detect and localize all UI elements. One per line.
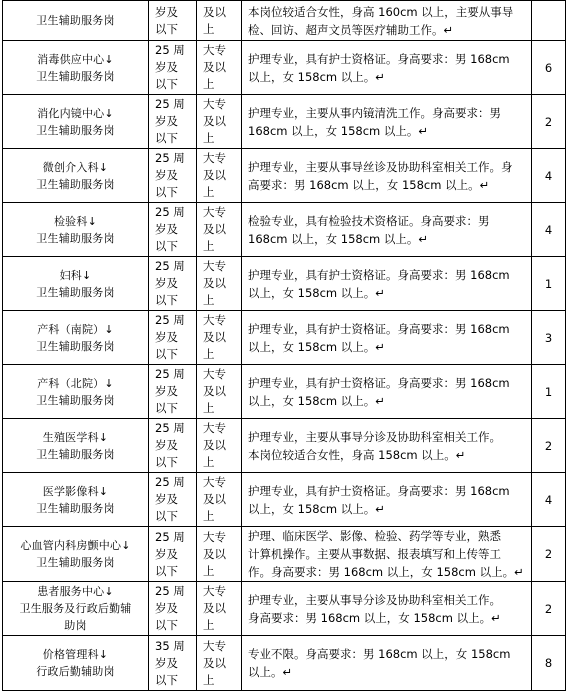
table-row [3, 203, 566, 257]
headcount-value: 4 [544, 222, 553, 237]
headcount-value: 6 [544, 60, 553, 75]
headcount-cell [532, 527, 566, 582]
age-cell [149, 365, 197, 419]
req-line: 作。身高要求：男 168cm 以上，女 158cm 以上。↵ [248, 565, 524, 579]
age-line: 25 周 [155, 367, 185, 381]
edu-line: 上 [203, 563, 215, 578]
req-line: 护理专业，具有护士资格证。身高要求：男 168cm [248, 483, 510, 498]
age-cell [149, 203, 197, 257]
age-line: 岁及 [155, 222, 178, 236]
headcount-cell [532, 95, 566, 149]
dept-line: 消化内镜中心↓ [37, 106, 114, 120]
age-line: 35 周 [155, 638, 185, 653]
table-row [3, 95, 566, 149]
headcount-cell [532, 1, 566, 41]
age-line: 25 周 [155, 259, 185, 273]
table-row [3, 636, 566, 691]
education-cell [197, 527, 242, 582]
dept-line: 卫生辅助服务岗 [36, 556, 115, 569]
req-line: 168cm 以上，女 158cm 以上。↵ [248, 123, 429, 138]
table-row [3, 365, 566, 419]
dept-line: 患者服务中心↓ [37, 585, 114, 598]
edu-line: 大专 [203, 638, 226, 653]
dept-cell [3, 41, 149, 95]
age-line: 25 周 [155, 151, 185, 165]
headcount-cell [532, 419, 566, 473]
table-row [3, 41, 566, 95]
headcount-value: 3 [544, 330, 553, 345]
dept-line: 卫生辅助服务岗 [36, 123, 115, 137]
age-line: 以下 [155, 401, 178, 415]
edu-line: 上 [203, 347, 215, 361]
age-line: 以下 [155, 131, 178, 145]
headcount-cell [532, 203, 566, 257]
dept-cell [3, 95, 149, 149]
age-line: 25 周 [155, 584, 185, 598]
table-row [3, 257, 566, 311]
table-row [3, 527, 566, 582]
age-line: 以下 [155, 21, 178, 36]
edu-line: 及以 [203, 655, 226, 670]
dept-cell [3, 149, 149, 203]
req-line: 以上，女 158cm 以上。↵ [248, 501, 385, 516]
req-line: 护理专业，主要从事导分诊及协助科室相关工作。 [248, 592, 501, 607]
education-cell [197, 95, 242, 149]
education-cell [197, 203, 242, 257]
education-cell [197, 1, 242, 41]
dept-line: 消毒供应中心↓ [37, 52, 114, 66]
headcount-cell [532, 311, 566, 365]
headcount-cell [532, 149, 566, 203]
age-cell [149, 582, 197, 636]
edu-line: 上 [203, 293, 215, 307]
requirement-cell [242, 527, 532, 582]
edu-line: 及以 [203, 222, 226, 236]
education-cell [197, 473, 242, 527]
dept-line: 微创介入科↓ [42, 160, 109, 174]
dept-line: 卫生辅助服务岗 [36, 339, 115, 353]
edu-line: 及以 [203, 546, 226, 561]
edu-line: 大专 [203, 475, 226, 489]
req-line: 护理专业，具有护士资格证。身高要求：男 168cm [248, 267, 510, 282]
age-line: 25 周 [155, 205, 185, 219]
edu-line: 及以 [203, 438, 226, 452]
age-line: 25 周 [155, 529, 185, 544]
age-cell [149, 41, 197, 95]
age-line: 岁及 [155, 438, 178, 452]
requirement-cell [242, 41, 532, 95]
age-cell [149, 419, 197, 473]
headcount-cell [532, 636, 566, 691]
age-line: 以下 [155, 672, 178, 687]
edu-line: 大专 [203, 151, 226, 165]
edu-line: 大专 [203, 584, 226, 598]
table-row [3, 149, 566, 203]
req-line: 本岗位较适合女性，身高 160cm 以上，主要从事导 [248, 4, 514, 19]
age-line: 岁及 [155, 168, 178, 182]
req-line: 以上，女 158cm 以上。↵ [248, 393, 385, 408]
edu-line: 上 [203, 672, 215, 687]
req-line: 以上。↵ [248, 665, 293, 679]
req-line: 以上，女 158cm 以上。↵ [248, 285, 385, 300]
dept-cell [3, 257, 149, 311]
age-line: 以下 [155, 563, 178, 578]
headcount-cell [532, 257, 566, 311]
requirement-cell [242, 311, 532, 365]
edu-line: 大专 [203, 97, 226, 111]
table-row [3, 419, 566, 473]
dept-line: 妇科↓ [59, 268, 92, 282]
age-cell [149, 257, 197, 311]
edu-line: 上 [203, 401, 215, 415]
dept-line: 生殖医学科↓ [42, 430, 109, 444]
requirement-cell [242, 95, 532, 149]
headcount-value: 2 [544, 547, 553, 561]
headcount-cell [532, 473, 566, 527]
headcount-value: 8 [544, 656, 553, 670]
edu-line: 及以 [203, 60, 226, 74]
age-line: 25 周 [155, 97, 185, 111]
table-body [3, 1, 566, 691]
req-line: 168cm 以上，女 158cm 以上。↵ [248, 231, 429, 246]
edu-line: 大专 [203, 205, 226, 219]
dept-line: 卫生辅助服务岗 [36, 231, 115, 245]
edu-line: 上 [203, 239, 215, 253]
dept-line: 助岗 [64, 619, 87, 632]
education-cell [197, 311, 242, 365]
education-cell [197, 636, 242, 691]
education-cell [197, 149, 242, 203]
dept-cell [3, 473, 149, 527]
age-line: 以下 [155, 239, 178, 253]
dept-cell [3, 203, 149, 257]
education-cell [197, 365, 242, 419]
requirement-cell [242, 1, 532, 41]
dept-line: 卫生辅助服务岗 [36, 177, 115, 191]
dept-cell [3, 636, 149, 691]
requirement-cell [242, 419, 532, 473]
edu-line: 及以 [203, 601, 226, 615]
headcount-cell [532, 41, 566, 95]
edu-line: 大专 [203, 43, 226, 57]
headcount-value: 2 [544, 601, 553, 616]
edu-line: 及以 [203, 114, 226, 128]
age-line: 以下 [155, 509, 178, 523]
education-cell [197, 41, 242, 95]
req-line: 护理专业，具有护士资格证。身高要求：男 168cm [248, 321, 510, 336]
dept-line: 行政后勤辅助岗 [36, 665, 115, 678]
age-line: 25 周 [155, 43, 185, 57]
table-row [3, 582, 566, 636]
req-line: 护理专业，具有护士资格证。身高要求：男 168cm [248, 51, 510, 66]
age-cell [149, 636, 197, 691]
dept-cell [3, 419, 149, 473]
req-line: 以上，女 158cm 以上。↵ [248, 69, 385, 84]
req-line: 检验专业，具有检验技术资格证。身高要求：男 [248, 213, 490, 228]
dept-line: 卫生辅助服务岗 [36, 447, 115, 461]
headcount-cell [532, 582, 566, 636]
age-cell [149, 527, 197, 582]
edu-line: 上 [203, 618, 215, 632]
req-line: 高要求：男 168cm 以上，女 158cm 以上。↵ [248, 177, 490, 192]
age-line: 岁及 [155, 546, 178, 561]
age-line: 岁及 [155, 276, 178, 290]
age-cell [149, 311, 197, 365]
requirement-cell [242, 473, 532, 527]
edu-line: 及以 [203, 330, 226, 344]
age-line: 以下 [155, 618, 178, 632]
age-line: 岁及 [155, 60, 178, 74]
dept-line: 产科（北院）↓ [37, 376, 114, 390]
dept-cell [3, 582, 149, 636]
req-line: 护理专业，具有护士资格证。身高要求：男 168cm [248, 375, 510, 390]
requirement-cell [242, 365, 532, 419]
age-line: 岁及 [155, 114, 178, 128]
headcount-value: 1 [544, 276, 553, 291]
age-line: 岁及 [155, 601, 178, 615]
table-row [3, 311, 566, 365]
age-line: 岁及 [155, 4, 178, 19]
edu-line: 上 [203, 455, 215, 469]
dept-line: 价格管理科↓ [42, 648, 109, 661]
dept-cell [3, 527, 149, 582]
edu-line: 上 [203, 21, 215, 36]
edu-line: 及以 [203, 276, 226, 290]
age-line: 以下 [155, 347, 178, 361]
headcount-cell [532, 365, 566, 419]
dept-line: 卫生辅助服务岗 [36, 285, 115, 299]
requirement-cell [242, 149, 532, 203]
req-line: 检、回访、超声文员等医疗辅助工作。↵ [248, 22, 454, 37]
age-line: 岁及 [155, 330, 178, 344]
age-line: 以下 [155, 185, 178, 199]
requirement-cell [242, 203, 532, 257]
req-line: 专业不限。身高要求：男 168cm 以上，女 158cm [248, 647, 511, 661]
headcount-value: 2 [544, 114, 553, 129]
req-line: 计算机操作。主要从事数据、报表填写和上传等工 [248, 547, 501, 561]
edu-line: 上 [203, 77, 215, 91]
edu-line: 上 [203, 131, 215, 145]
age-cell [149, 95, 197, 149]
edu-line: 大专 [203, 529, 226, 544]
edu-line: 上 [203, 185, 215, 199]
dept-line: 卫生辅助服务岗 [36, 14, 115, 27]
headcount-value: 2 [544, 438, 553, 453]
age-line: 以下 [155, 293, 178, 307]
edu-line: 上 [203, 509, 215, 523]
headcount-value: 4 [544, 168, 553, 183]
edu-line: 及以 [203, 492, 226, 506]
recruitment-table [2, 0, 566, 691]
education-cell [197, 257, 242, 311]
dept-line: 医学影像科↓ [42, 484, 109, 498]
edu-line: 大专 [203, 259, 226, 273]
req-line: 护理、临床医学、影像、检验、药学等专业，熟悉 [248, 529, 501, 543]
table-row [3, 1, 566, 41]
headcount-value: 1 [544, 384, 553, 399]
edu-line: 大专 [203, 367, 226, 381]
age-line: 25 周 [155, 313, 185, 327]
req-line: 护理专业，主要从事导丝诊及协助科室相关工作。身 [248, 159, 513, 174]
req-line: 本岗位较适合女性，身高 158cm 以上。↵ [248, 447, 466, 462]
dept-line: 卫生辅助服务岗 [36, 69, 115, 83]
age-line: 以下 [155, 77, 178, 91]
req-line: 以上，女 158cm 以上。↵ [248, 339, 385, 354]
dept-line: 卫生服务及行政后勤辅 [19, 602, 132, 615]
dept-line: 卫生辅助服务岗 [36, 501, 115, 515]
edu-line: 大专 [203, 421, 226, 435]
requirement-cell [242, 636, 532, 691]
dept-cell [3, 365, 149, 419]
requirement-cell [242, 582, 532, 636]
dept-line: 检验科↓ [53, 214, 98, 228]
age-line: 以下 [155, 455, 178, 469]
dept-cell [3, 311, 149, 365]
age-cell [149, 473, 197, 527]
education-cell [197, 582, 242, 636]
age-line: 25 周 [155, 475, 185, 489]
table-row [3, 473, 566, 527]
age-cell [149, 1, 197, 41]
education-cell [197, 419, 242, 473]
age-line: 岁及 [155, 384, 178, 398]
requirement-cell [242, 257, 532, 311]
dept-line: 产科（南院）↓ [37, 322, 114, 336]
req-line: 身高要求：男 168cm 以上，女 158cm 以上。↵ [248, 610, 501, 625]
age-line: 岁及 [155, 655, 178, 670]
edu-line: 大专 [203, 313, 226, 327]
dept-cell [3, 1, 149, 41]
dept-line: 卫生辅助服务岗 [36, 393, 115, 407]
headcount-value: 4 [544, 492, 553, 507]
age-cell [149, 149, 197, 203]
edu-line: 及以 [203, 168, 226, 182]
edu-line: 及以 [203, 384, 226, 398]
dept-line: 心血管内科房颤中心↓ [20, 539, 131, 552]
req-line: 护理专业，主要从事内镜清洗工作。身高要求：男 [248, 105, 501, 120]
age-line: 岁及 [155, 492, 178, 506]
req-line: 护理专业，主要从事导分诊及协助科室相关工作。 [248, 429, 501, 444]
age-line: 25 周 [155, 421, 185, 435]
edu-line: 及以 [203, 4, 226, 19]
